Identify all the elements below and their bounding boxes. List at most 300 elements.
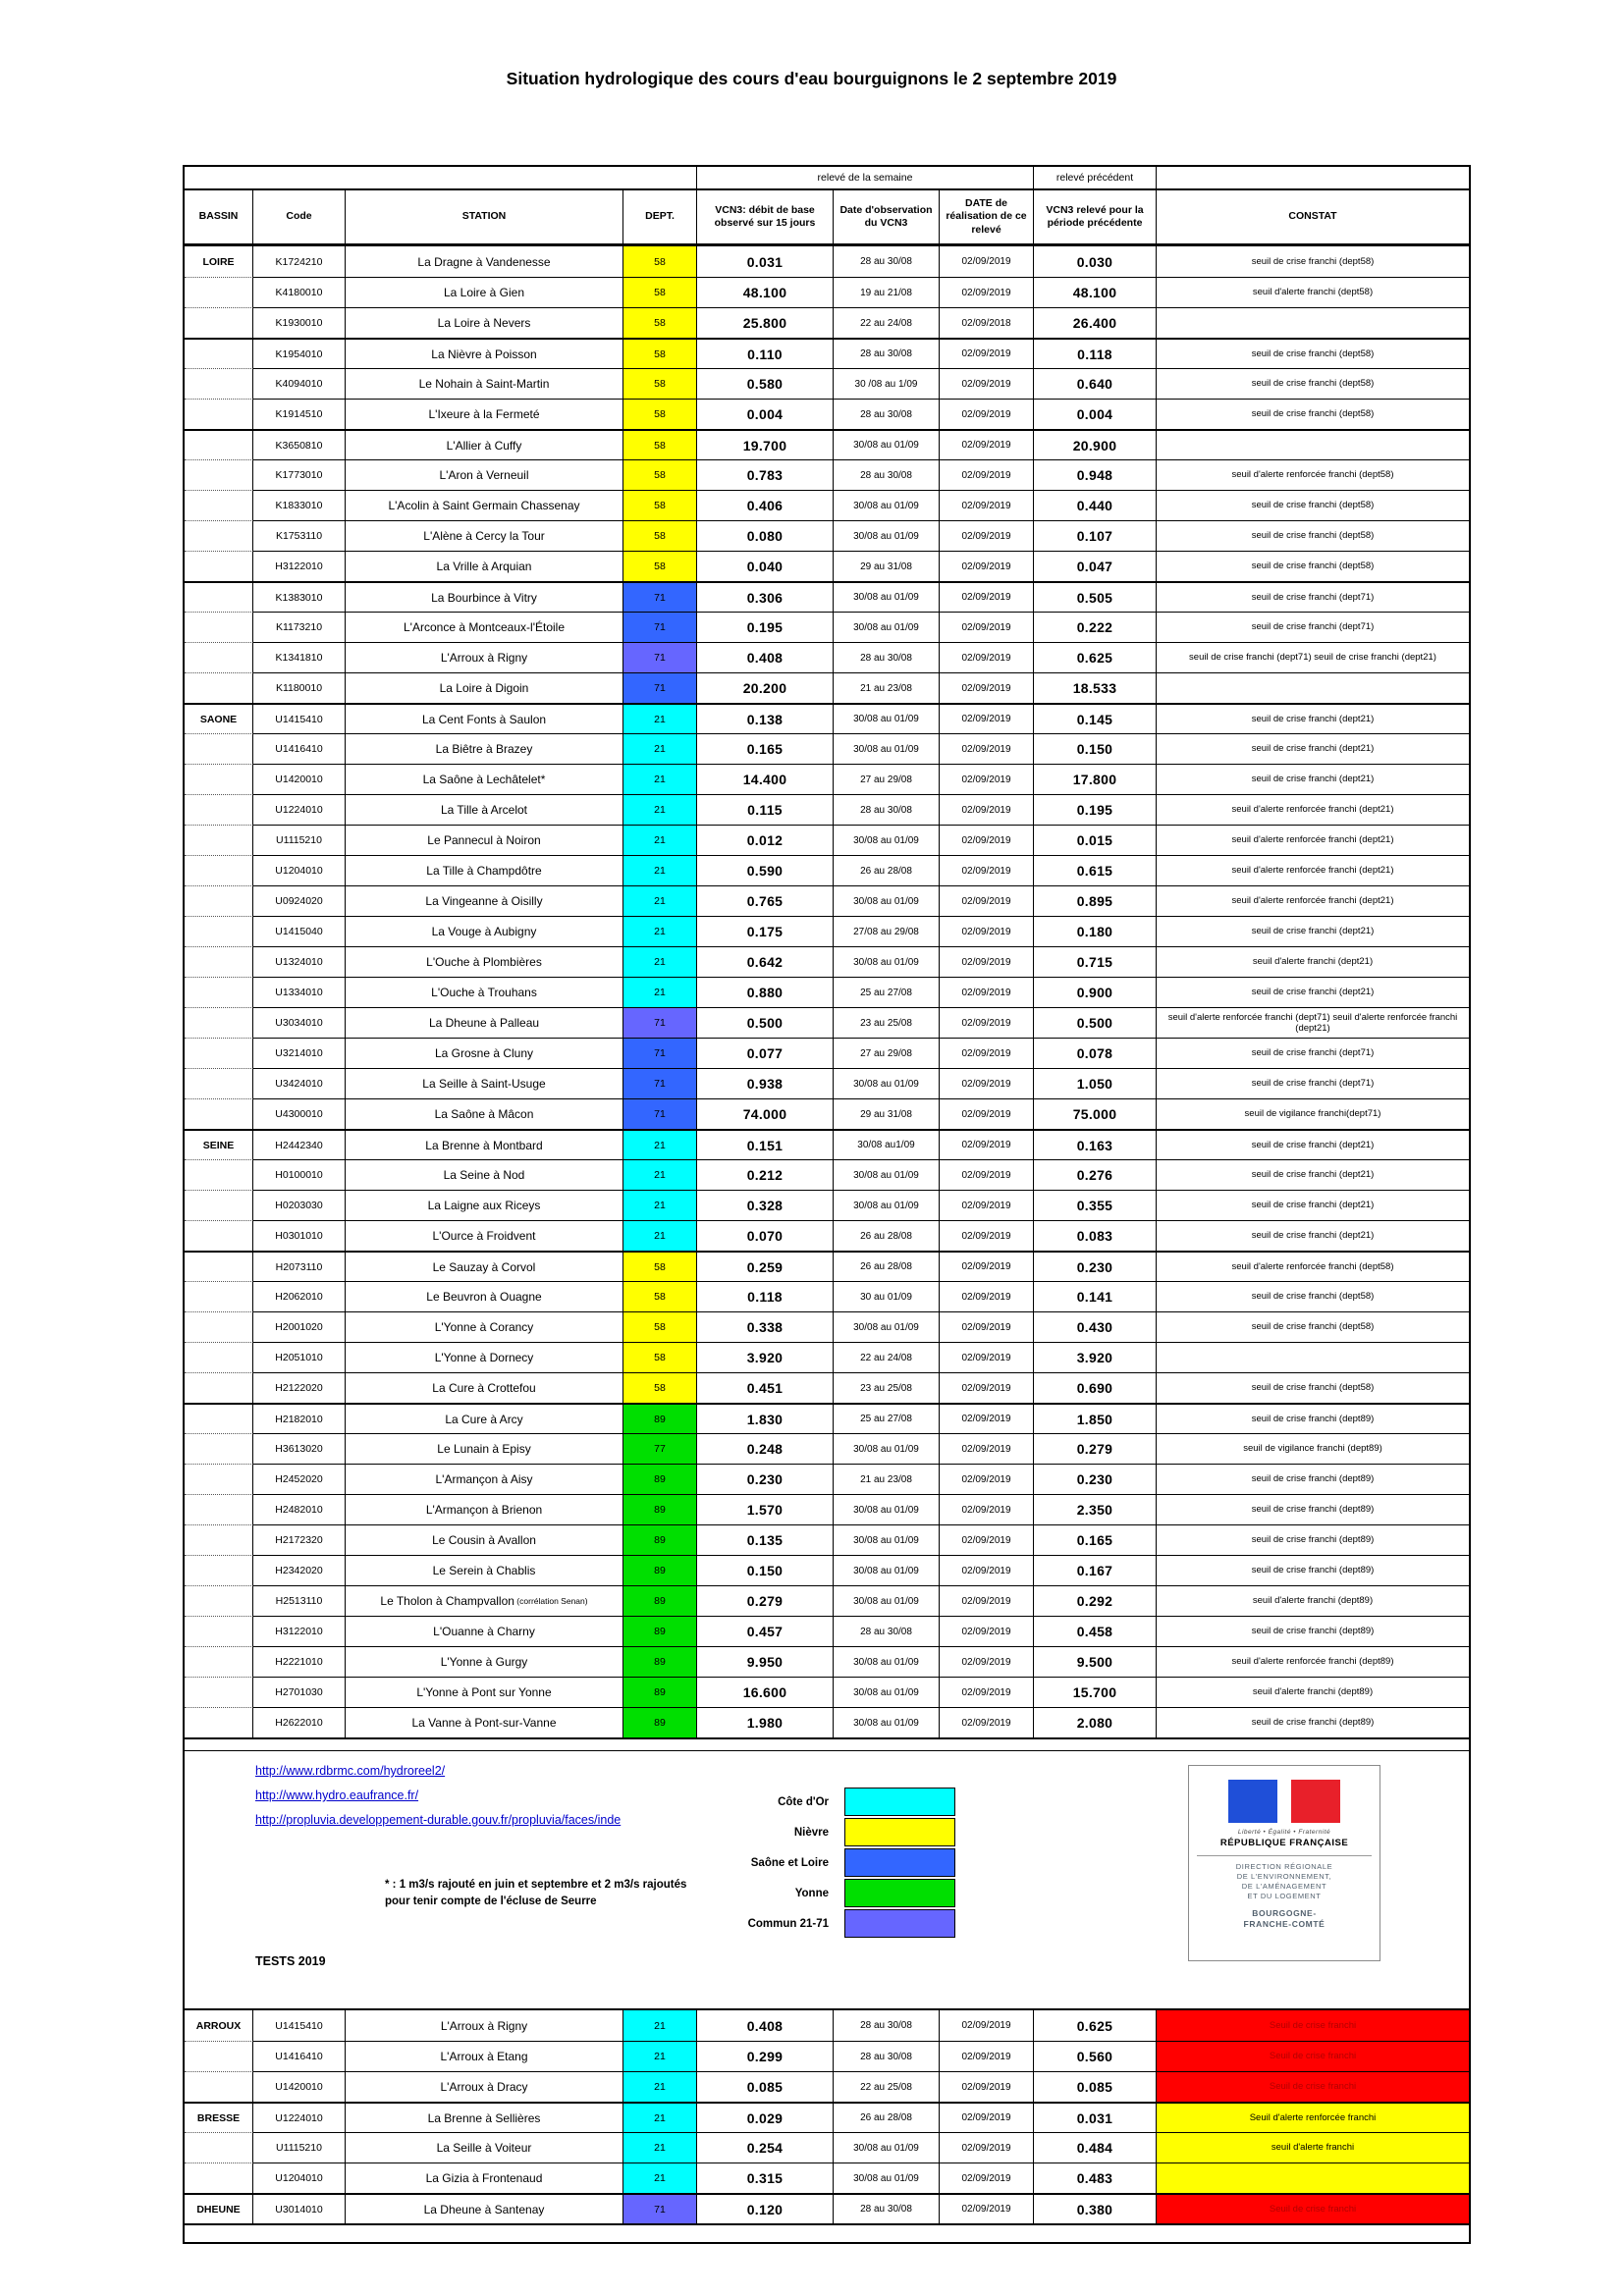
obs-date-cell: 21 au 23/08 <box>834 1464 940 1494</box>
obs-date-cell: 28 au 30/08 <box>834 2010 940 2041</box>
basin-cell <box>185 307 253 338</box>
vcn3-cell: 20.200 <box>697 672 834 703</box>
constat-cell: seuil d'alerte renforcée franchi (dept21) <box>1157 794 1469 825</box>
code-cell: H2342020 <box>253 1555 346 1585</box>
dept-cell: 71 <box>623 1038 697 1068</box>
constat-cell: seuil de crise franchi (dept58) <box>1157 520 1469 551</box>
vcn3-cell: 3.920 <box>697 1342 834 1372</box>
dept-cell: 21 <box>623 2132 697 2163</box>
releve-date-cell: 02/09/2019 <box>940 2132 1034 2163</box>
releve-date-cell: 02/09/2019 <box>940 2193 1034 2223</box>
vcn3-prev-cell: 0.004 <box>1034 399 1157 429</box>
code-cell: K1724210 <box>253 246 346 277</box>
obs-date-cell: 28 au 30/08 <box>834 2041 940 2071</box>
station-cell: La Brenne à Sellières <box>346 2102 623 2132</box>
vcn3-cell: 0.306 <box>697 581 834 612</box>
vcn3-cell: 0.328 <box>697 1190 834 1220</box>
vcn3-prev-cell: 48.100 <box>1034 277 1157 307</box>
basin-cell <box>185 672 253 703</box>
releve-date-cell: 02/09/2019 <box>940 1190 1034 1220</box>
vcn3-cell: 0.115 <box>697 794 834 825</box>
constat-cell: seuil d'alerte renforcée franchi (dept58) <box>1157 459 1469 490</box>
obs-date-cell: 30/08 au 01/09 <box>834 1707 940 1737</box>
station-cell: L'Arroux à Rigny <box>346 2010 623 2041</box>
releve-date-cell: 02/09/2019 <box>940 459 1034 490</box>
basin-cell: BRESSE <box>185 2102 253 2132</box>
obs-date-cell: 26 au 28/08 <box>834 2102 940 2132</box>
external-link[interactable]: http://www.rdbrmc.com/hydroreel2/ <box>255 1764 446 1778</box>
vcn3-cell: 0.230 <box>697 1464 834 1494</box>
code-cell: H2482010 <box>253 1494 346 1524</box>
basin-cell <box>185 429 253 459</box>
header-vcn3-prev: VCN3 relevé pour la période précédente <box>1034 190 1157 243</box>
basin-cell <box>185 1038 253 1068</box>
constat-cell: seuil de crise franchi (dept21) <box>1157 1220 1469 1251</box>
legend-label: Saône et Loire <box>750 1856 829 1869</box>
dept-cell: 21 <box>623 825 697 855</box>
obs-date-cell: 22 au 24/08 <box>834 307 940 338</box>
obs-date-cell: 30/08 au 01/09 <box>834 2132 940 2163</box>
code-cell: U1324010 <box>253 946 346 977</box>
obs-date-cell: 29 au 31/08 <box>834 551 940 581</box>
vcn3-prev-cell: 0.355 <box>1034 1190 1157 1220</box>
basin-cell <box>185 2071 253 2102</box>
releve-date-cell: 02/09/2019 <box>940 1098 1034 1129</box>
table-row <box>185 916 1469 946</box>
constat-cell: seuil de crise franchi (dept71) seuil de crise franchi (dept21) <box>1157 642 1469 672</box>
releve-date-cell: 02/09/2019 <box>940 1433 1034 1464</box>
station-cell: La Biêtre à Brazey <box>346 733 623 764</box>
dept-cell: 21 <box>623 1190 697 1220</box>
obs-date-cell: 28 au 30/08 <box>834 2193 940 2223</box>
code-cell: U1204010 <box>253 2163 346 2193</box>
constat-cell: seuil de crise franchi (dept89) <box>1157 1707 1469 1737</box>
dept-cell: 58 <box>623 1311 697 1342</box>
constat-cell: seuil de crise franchi (dept21) <box>1157 1190 1469 1220</box>
basin-cell <box>185 977 253 1007</box>
tests-table-body <box>185 2010 1469 2223</box>
external-link[interactable]: http://propluvia.developpement-durable.gouv.fr/propluvia/faces/inde <box>255 1813 622 1827</box>
station-cell: L'Ouche à Trouhans <box>346 977 623 1007</box>
releve-date-cell: 02/09/2019 <box>940 2102 1034 2132</box>
code-cell: U1334010 <box>253 977 346 1007</box>
station-cell: La Cure à Arcy <box>346 1403 623 1433</box>
obs-date-cell: 30/08 au 01/09 <box>834 1311 940 1342</box>
legend-color-swatch <box>844 1879 955 1907</box>
table-row <box>185 1311 1469 1342</box>
vcn3-cell: 0.279 <box>697 1585 834 1616</box>
table-row <box>185 1677 1469 1707</box>
dept-cell: 71 <box>623 581 697 612</box>
vcn3-prev-cell: 0.895 <box>1034 885 1157 916</box>
legend-label: Yonne <box>794 1887 829 1899</box>
station-cell: La Brenne à Montbard <box>346 1129 623 1159</box>
obs-date-cell: 23 au 25/08 <box>834 1372 940 1403</box>
constat-cell: seuil de crise franchi (dept21) <box>1157 1129 1469 1159</box>
tests-table <box>185 2008 1469 2242</box>
vcn3-cell: 0.004 <box>697 399 834 429</box>
table-row <box>185 1616 1469 1646</box>
french-flag-icon <box>1189 1780 1380 1823</box>
constat-cell: seuil de crise franchi (dept21) <box>1157 703 1469 733</box>
station-cell: Le Lunain à Episy <box>346 1433 623 1464</box>
dept-cell: 77 <box>623 1433 697 1464</box>
code-cell: U1224010 <box>253 2102 346 2132</box>
code-cell: K1383010 <box>253 581 346 612</box>
dept-cell: 89 <box>623 1585 697 1616</box>
basin-cell <box>185 794 253 825</box>
constat-cell <box>1157 1342 1469 1372</box>
releve-date-cell: 02/09/2019 <box>940 1220 1034 1251</box>
code-cell: U1420010 <box>253 2071 346 2102</box>
code-cell: U3214010 <box>253 1038 346 1068</box>
station-cell: La Tille à Arcelot <box>346 794 623 825</box>
station-cell: La Dheune à Palleau <box>346 1007 623 1038</box>
obs-date-cell: 27 au 29/08 <box>834 764 940 794</box>
constat-cell: seuil de crise franchi (dept58) <box>1157 1281 1469 1311</box>
header-code: Code <box>253 190 346 243</box>
constat-cell: seuil de crise franchi (dept21) <box>1157 764 1469 794</box>
basin-cell <box>185 1159 253 1190</box>
station-cell: L'Ouche à Plombières <box>346 946 623 977</box>
constat-cell: Seuil de crise franchi <box>1157 2071 1469 2102</box>
basin-cell <box>185 1464 253 1494</box>
legend-item <box>597 1847 955 1878</box>
station-cell: L'Aron à Verneuil <box>346 459 623 490</box>
group-header-empty-right <box>1157 167 1469 188</box>
constat-cell: seuil de crise franchi (dept58) <box>1157 338 1469 368</box>
dept-cell: 21 <box>623 977 697 1007</box>
releve-date-cell: 02/09/2019 <box>940 855 1034 885</box>
table-row <box>185 1555 1469 1585</box>
table-row <box>185 1585 1469 1616</box>
spacer-row <box>185 1737 1469 1751</box>
station-cell: La Vingeanne à Oisilly <box>346 885 623 916</box>
station-cell: La Saône à Mâcon <box>346 1098 623 1129</box>
vcn3-prev-cell: 0.015 <box>1034 825 1157 855</box>
column-header-row <box>185 188 1469 246</box>
obs-date-cell: 19 au 21/08 <box>834 277 940 307</box>
dept-cell: 58 <box>623 338 697 368</box>
station-cell: L'Arroux à Dracy <box>346 2071 623 2102</box>
table-row <box>185 612 1469 642</box>
station-cell: La Tille à Champdôtre <box>346 855 623 885</box>
legend-label: Commun 21-71 <box>747 1917 829 1930</box>
basin-cell <box>185 733 253 764</box>
dept-cell: 58 <box>623 307 697 338</box>
releve-date-cell: 02/09/2019 <box>940 1403 1034 1433</box>
code-cell: U1415040 <box>253 916 346 946</box>
station-note: (corrélation Senan) <box>514 1596 588 1606</box>
constat-cell <box>1157 2163 1469 2193</box>
releve-date-cell: 02/09/2019 <box>940 1616 1034 1646</box>
station-cell: La Gizia à Frontenaud <box>346 2163 623 2193</box>
vcn3-prev-cell: 0.615 <box>1034 855 1157 885</box>
vcn3-cell: 0.029 <box>697 2102 834 2132</box>
constat-cell: seuil d'alerte renforcée franchi (dept71) seuil d'alerte renforcée franchi (dept21) <box>1157 1007 1469 1038</box>
obs-date-cell: 30/08 au 01/09 <box>834 1585 940 1616</box>
code-cell: H2442340 <box>253 1129 346 1159</box>
releve-date-cell: 02/09/2019 <box>940 1585 1034 1616</box>
basin-cell <box>185 1555 253 1585</box>
vcn3-cell: 0.765 <box>697 885 834 916</box>
releve-date-cell: 02/09/2019 <box>940 916 1034 946</box>
dept-cell: 89 <box>623 1616 697 1646</box>
constat-cell: seuil de crise franchi (dept71) <box>1157 612 1469 642</box>
table-row <box>185 946 1469 977</box>
station-cell: La Seille à Saint-Usuge <box>346 1068 623 1098</box>
constat-cell: seuil de crise franchi (dept71) <box>1157 1068 1469 1098</box>
dept-cell: 89 <box>623 1464 697 1494</box>
releve-date-cell: 02/09/2019 <box>940 703 1034 733</box>
releve-date-cell: 02/09/2019 <box>940 1555 1034 1585</box>
logo-org-line: DIRECTION RÉGIONALE <box>1235 1862 1333 1871</box>
constat-cell: seuil de crise franchi (dept21) <box>1157 1159 1469 1190</box>
table-row <box>185 307 1469 338</box>
dept-cell: 71 <box>623 2193 697 2223</box>
releve-date-cell: 02/09/2019 <box>940 2071 1034 2102</box>
table-row <box>185 581 1469 612</box>
station-cell: La Laigne aux Riceys <box>346 1190 623 1220</box>
code-cell: K1914510 <box>253 399 346 429</box>
code-cell: K4180010 <box>253 277 346 307</box>
info-section <box>185 1751 1469 2008</box>
vcn3-prev-cell: 0.279 <box>1034 1433 1157 1464</box>
dept-cell: 21 <box>623 2071 697 2102</box>
station-cell: La Saône à Lechâtelet* <box>346 764 623 794</box>
station-cell: La Seille à Voiteur <box>346 2132 623 2163</box>
station-cell: La Cent Fonts à Saulon <box>346 703 623 733</box>
station-cell: La Grosne à Cluny <box>346 1038 623 1068</box>
vcn3-cell: 0.451 <box>697 1372 834 1403</box>
vcn3-cell: 25.800 <box>697 307 834 338</box>
constat-cell: seuil d'alerte renforcée franchi (dept21) <box>1157 855 1469 885</box>
constat-cell: seuil d'alerte franchi (dept21) <box>1157 946 1469 977</box>
vcn3-prev-cell: 0.163 <box>1034 1129 1157 1159</box>
dept-cell: 21 <box>623 2102 697 2132</box>
code-cell: H2513110 <box>253 1585 346 1616</box>
constat-cell: seuil de crise franchi (dept21) <box>1157 977 1469 1007</box>
obs-date-cell: 22 au 24/08 <box>834 1342 940 1372</box>
constat-cell: seuil de crise franchi (dept58) <box>1157 399 1469 429</box>
code-cell: H0301010 <box>253 1220 346 1251</box>
dept-cell: 71 <box>623 1068 697 1098</box>
obs-date-cell: 30/08 au 01/09 <box>834 1677 940 1707</box>
basin-cell: SAONE <box>185 703 253 733</box>
obs-date-cell: 25 au 27/08 <box>834 977 940 1007</box>
station-cell: L'Alène à Cercy la Tour <box>346 520 623 551</box>
table-row <box>185 429 1469 459</box>
vcn3-prev-cell: 0.440 <box>1034 490 1157 520</box>
vcn3-prev-cell: 0.031 <box>1034 2102 1157 2132</box>
releve-date-cell: 02/09/2019 <box>940 1038 1034 1068</box>
vcn3-cell: 0.012 <box>697 825 834 855</box>
constat-cell: seuil de crise franchi (dept89) <box>1157 1616 1469 1646</box>
logo-org-line: ET DU LOGEMENT <box>1247 1892 1322 1900</box>
obs-date-cell: 30/08 au 01/09 <box>834 581 940 612</box>
table-row <box>185 1251 1469 1281</box>
table-row <box>185 277 1469 307</box>
releve-date-cell: 02/09/2019 <box>940 399 1034 429</box>
table-row <box>185 2163 1469 2193</box>
vcn3-cell: 16.600 <box>697 1677 834 1707</box>
dreal-logo <box>1188 1765 1380 1961</box>
constat-cell <box>1157 672 1469 703</box>
basin-cell <box>185 520 253 551</box>
vcn3-prev-cell: 17.800 <box>1034 764 1157 794</box>
code-cell: K1773010 <box>253 459 346 490</box>
station-cell: Le Beuvron à Ouagne <box>346 1281 623 1311</box>
basin-cell <box>185 338 253 368</box>
code-cell: U1420010 <box>253 764 346 794</box>
vcn3-cell: 0.938 <box>697 1068 834 1098</box>
vcn3-cell: 0.118 <box>697 1281 834 1311</box>
dept-cell: 58 <box>623 520 697 551</box>
table-row <box>185 672 1469 703</box>
vcn3-cell: 74.000 <box>697 1098 834 1129</box>
code-cell: H2221010 <box>253 1646 346 1677</box>
page-title: Situation hydrologique des cours d'eau bourguignons le 2 septembre 2019 <box>506 69 1117 88</box>
station-cell: La Cure à Crottefou <box>346 1372 623 1403</box>
vcn3-cell: 48.100 <box>697 277 834 307</box>
vcn3-cell: 0.085 <box>697 2071 834 2102</box>
basin-cell <box>185 399 253 429</box>
header-date-real: DATE de réalisation de ce relevé <box>940 190 1034 243</box>
obs-date-cell: 22 au 25/08 <box>834 2071 940 2102</box>
header-dept: DEPT. <box>623 190 697 243</box>
vcn3-prev-cell: 0.145 <box>1034 703 1157 733</box>
constat-cell: seuil de crise franchi (dept58) <box>1157 1372 1469 1403</box>
vcn3-prev-cell: 0.141 <box>1034 1281 1157 1311</box>
vcn3-cell: 0.212 <box>697 1159 834 1190</box>
constat-cell: seuil de vigilance franchi (dept89) <box>1157 1433 1469 1464</box>
vcn3-prev-cell: 0.118 <box>1034 338 1157 368</box>
vcn3-prev-cell: 0.047 <box>1034 551 1157 581</box>
table-row <box>185 338 1469 368</box>
table-row <box>185 1524 1469 1555</box>
releve-date-cell: 02/09/2019 <box>940 581 1034 612</box>
code-cell: U1416410 <box>253 2041 346 2071</box>
code-cell: K1930010 <box>253 307 346 338</box>
table-row <box>185 2010 1469 2041</box>
constat-cell: seuil de crise franchi (dept21) <box>1157 916 1469 946</box>
vcn3-cell: 1.830 <box>697 1403 834 1433</box>
dept-cell: 58 <box>623 551 697 581</box>
table-row <box>185 1190 1469 1220</box>
station-cell: La Nièvre à Poisson <box>346 338 623 368</box>
basin-cell <box>185 1707 253 1737</box>
code-cell: H2073110 <box>253 1251 346 1281</box>
table-row <box>185 1342 1469 1372</box>
basin-cell <box>185 1311 253 1342</box>
releve-date-cell: 02/09/2019 <box>940 1129 1034 1159</box>
vcn3-prev-cell: 0.505 <box>1034 581 1157 612</box>
vcn3-prev-cell: 26.400 <box>1034 307 1157 338</box>
vcn3-cell: 0.195 <box>697 612 834 642</box>
vcn3-prev-cell: 0.167 <box>1034 1555 1157 1585</box>
dept-cell: 21 <box>623 794 697 825</box>
releve-date-cell: 02/09/2019 <box>940 429 1034 459</box>
obs-date-cell: 26 au 28/08 <box>834 1251 940 1281</box>
dept-cell: 89 <box>623 1494 697 1524</box>
code-cell: U1415410 <box>253 703 346 733</box>
vcn3-cell: 0.254 <box>697 2132 834 2163</box>
vcn3-prev-cell: 0.484 <box>1034 2132 1157 2163</box>
basin-cell <box>185 1068 253 1098</box>
obs-date-cell: 30/08 au 01/09 <box>834 703 940 733</box>
releve-date-cell: 02/09/2019 <box>940 1281 1034 1311</box>
logo-region-line: BOURGOGNE- <box>1252 1908 1317 1918</box>
releve-date-cell: 02/09/2019 <box>940 1251 1034 1281</box>
vcn3-prev-cell: 0.625 <box>1034 642 1157 672</box>
station-cell: La Vrille à Arquian <box>346 551 623 581</box>
vcn3-prev-cell: 18.533 <box>1034 672 1157 703</box>
obs-date-cell: 28 au 30/08 <box>834 794 940 825</box>
obs-date-cell: 23 au 25/08 <box>834 1007 940 1038</box>
vcn3-prev-cell: 3.920 <box>1034 1342 1157 1372</box>
table-row <box>185 459 1469 490</box>
vcn3-cell: 0.040 <box>697 551 834 581</box>
constat-cell: seuil de crise franchi (dept58) <box>1157 368 1469 399</box>
releve-date-cell: 02/09/2019 <box>940 612 1034 642</box>
releve-date-cell: 02/09/2019 <box>940 338 1034 368</box>
code-cell: K3650810 <box>253 429 346 459</box>
code-cell: U1115210 <box>253 2132 346 2163</box>
dept-cell: 21 <box>623 885 697 916</box>
dept-cell: 58 <box>623 1372 697 1403</box>
table-row <box>185 764 1469 794</box>
vcn3-prev-cell: 0.165 <box>1034 1524 1157 1555</box>
vcn3-cell: 0.031 <box>697 246 834 277</box>
obs-date-cell: 30/08 au 01/09 <box>834 1524 940 1555</box>
vcn3-prev-cell: 9.500 <box>1034 1646 1157 1677</box>
vcn3-cell: 9.950 <box>697 1646 834 1677</box>
station-cell: Le Tholon à Champvallon (corrélation Senan) <box>346 1585 623 1616</box>
station-cell: La Loire à Nevers <box>346 307 623 338</box>
vcn3-cell: 0.500 <box>697 1007 834 1038</box>
station-cell: Le Nohain à Saint-Martin <box>346 368 623 399</box>
flag-blue-block <box>1228 1780 1277 1823</box>
obs-date-cell: 30 /08 au 1/09 <box>834 368 940 399</box>
vcn3-cell: 0.070 <box>697 1220 834 1251</box>
station-cell: L'Arroux à Etang <box>346 2041 623 2071</box>
logo-org-line: DE L'ENVIRONNEMENT, <box>1236 1872 1332 1881</box>
external-link[interactable]: http://www.hydro.eaufrance.fr/ <box>255 1789 419 1802</box>
dept-cell: 89 <box>623 1646 697 1677</box>
vcn3-prev-cell: 0.180 <box>1034 916 1157 946</box>
releve-date-cell: 02/09/2019 <box>940 672 1034 703</box>
vcn3-prev-cell: 0.030 <box>1034 246 1157 277</box>
basin-cell <box>185 1098 253 1129</box>
dept-cell: 58 <box>623 399 697 429</box>
releve-date-cell: 02/09/2019 <box>940 1494 1034 1524</box>
vcn3-prev-cell: 2.350 <box>1034 1494 1157 1524</box>
station-cell: L'Ouanne à Charny <box>346 1616 623 1646</box>
logo-region-line: FRANCHE-COMTÉ <box>1243 1919 1325 1929</box>
code-cell: U1416410 <box>253 733 346 764</box>
dept-cell: 21 <box>623 855 697 885</box>
code-cell: H0203030 <box>253 1190 346 1220</box>
releve-date-cell: 02/09/2018 <box>940 307 1034 338</box>
basin-cell <box>185 855 253 885</box>
station-cell: Le Sauzay à Corvol <box>346 1251 623 1281</box>
table-row <box>185 520 1469 551</box>
vcn3-cell: 0.175 <box>697 916 834 946</box>
basin-cell <box>185 1433 253 1464</box>
dept-cell: 71 <box>623 642 697 672</box>
footnote-line: * : 1 m3/s rajouté en juin et septembre et 2 m3/s rajoutés <box>385 1879 687 1891</box>
constat-cell: seuil de crise franchi (dept58) <box>1157 490 1469 520</box>
